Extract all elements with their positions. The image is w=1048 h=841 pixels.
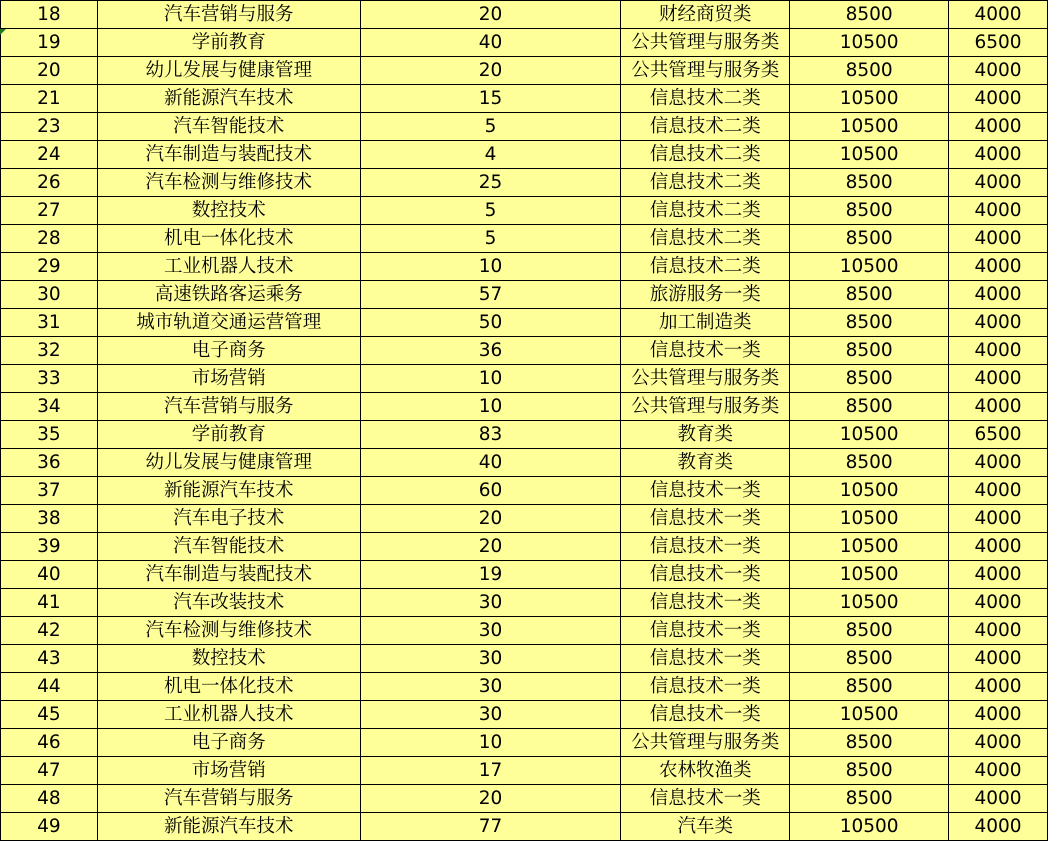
cell-category[interactable]: 信息技术一类 <box>621 617 790 645</box>
cell-row-number[interactable]: 26 <box>1 169 98 197</box>
cell-fee-1[interactable]: 8500 <box>790 673 949 701</box>
cell-row-number[interactable]: 46 <box>1 729 98 757</box>
cell-fee-1[interactable]: 8500 <box>790 309 949 337</box>
cell-fee-2[interactable]: 4000 <box>949 337 1048 365</box>
cell-fee-2[interactable]: 4000 <box>949 1 1048 29</box>
cell-category[interactable]: 信息技术一类 <box>621 645 790 673</box>
cell-row-number[interactable]: 39 <box>1 533 98 561</box>
cell-fee-2[interactable]: 4000 <box>949 813 1048 841</box>
cell-row-number[interactable]: 34 <box>1 393 98 421</box>
cell-plan-count[interactable]: 20 <box>360 533 621 561</box>
cell-major[interactable]: 幼儿发展与健康管理 <box>97 449 360 477</box>
cell-fee-1[interactable]: 8500 <box>790 1 949 29</box>
cell-row-number[interactable]: 27 <box>1 197 98 225</box>
cell-major[interactable]: 汽车智能技术 <box>97 533 360 561</box>
cell-fee-1[interactable]: 8500 <box>790 337 949 365</box>
cell-row-number[interactable]: 33 <box>1 365 98 393</box>
table-row <box>1 617 1048 645</box>
cell-row-number[interactable]: 47 <box>1 757 98 785</box>
cell-fee-1[interactable]: 10500 <box>790 505 949 533</box>
table-row <box>1 785 1048 813</box>
cell-row-number[interactable]: 40 <box>1 561 98 589</box>
cell-plan-count[interactable]: 40 <box>360 449 621 477</box>
cell-row-number[interactable]: 24 <box>1 141 98 169</box>
cell-row-number[interactable]: 35 <box>1 421 98 449</box>
table-row <box>1 673 1048 701</box>
cell-plan-count[interactable]: 10 <box>360 253 621 281</box>
cell-category[interactable]: 公共管理与服务类 <box>621 29 790 57</box>
cell-major[interactable]: 汽车制造与装配技术 <box>97 141 360 169</box>
cell-fee-2[interactable]: 4000 <box>949 281 1048 309</box>
cell-fee-1[interactable]: 8500 <box>790 225 949 253</box>
cell-category[interactable]: 信息技术二类 <box>621 169 790 197</box>
cell-row-number[interactable]: 37 <box>1 477 98 505</box>
cell-fee-2[interactable]: 4000 <box>949 729 1048 757</box>
cell-major[interactable]: 市场营销 <box>97 757 360 785</box>
cell-fee-2[interactable]: 4000 <box>949 197 1048 225</box>
cell-major[interactable]: 汽车制造与装配技术 <box>97 561 360 589</box>
cell-fee-1[interactable]: 8500 <box>790 197 949 225</box>
cell-plan-count[interactable]: 20 <box>360 785 621 813</box>
cell-fee-2[interactable]: 4000 <box>949 561 1048 589</box>
cell-row-number[interactable]: 45 <box>1 701 98 729</box>
table-row <box>1 505 1048 533</box>
cell-plan-count[interactable]: 40 <box>360 29 621 57</box>
table-row <box>1 1 1048 29</box>
cell-major[interactable]: 工业机器人技术 <box>97 701 360 729</box>
cell-fee-1[interactable]: 10500 <box>790 253 949 281</box>
cell-fee-1[interactable]: 8500 <box>790 617 949 645</box>
cell-category[interactable]: 公共管理与服务类 <box>621 729 790 757</box>
table-row <box>1 57 1048 85</box>
cell-row-number[interactable]: 31 <box>1 309 98 337</box>
cell-fee-2[interactable]: 4000 <box>949 393 1048 421</box>
cell-fee-2[interactable]: 6500 <box>949 29 1048 57</box>
table-row <box>1 645 1048 673</box>
cell-category[interactable]: 信息技术二类 <box>621 253 790 281</box>
cell-row-number[interactable]: 18 <box>1 1 98 29</box>
cell-category[interactable]: 公共管理与服务类 <box>621 393 790 421</box>
cell-plan-count[interactable]: 30 <box>360 617 621 645</box>
cell-major[interactable]: 汽车智能技术 <box>97 113 360 141</box>
cell-fee-2[interactable]: 4000 <box>949 365 1048 393</box>
cell-plan-count[interactable]: 10 <box>360 393 621 421</box>
cell-fee-1[interactable]: 10500 <box>790 421 949 449</box>
cell-fee-1[interactable]: 8500 <box>790 281 949 309</box>
cell-fee-2[interactable]: 4000 <box>949 57 1048 85</box>
cell-plan-count[interactable]: 10 <box>360 365 621 393</box>
cell-fee-1[interactable]: 10500 <box>790 533 949 561</box>
cell-fee-2[interactable]: 4000 <box>949 169 1048 197</box>
cell-category[interactable]: 信息技术一类 <box>621 505 790 533</box>
table-row <box>1 477 1048 505</box>
cell-fee-1[interactable]: 10500 <box>790 561 949 589</box>
table-row <box>1 393 1048 421</box>
table-row <box>1 365 1048 393</box>
cell-category[interactable]: 教育类 <box>621 449 790 477</box>
cell-row-number[interactable]: 48 <box>1 785 98 813</box>
cell-category[interactable]: 信息技术一类 <box>621 561 790 589</box>
cell-category[interactable]: 信息技术一类 <box>621 533 790 561</box>
cell-category[interactable]: 信息技术二类 <box>621 197 790 225</box>
cell-plan-count[interactable]: 5 <box>360 225 621 253</box>
cell-plan-count[interactable]: 5 <box>360 113 621 141</box>
cell-major[interactable]: 汽车检测与维修技术 <box>97 617 360 645</box>
cell-fee-2[interactable]: 4000 <box>949 449 1048 477</box>
cell-category[interactable]: 旅游服务一类 <box>621 281 790 309</box>
cell-plan-count[interactable]: 30 <box>360 645 621 673</box>
cell-fee-1[interactable]: 10500 <box>790 813 949 841</box>
cell-fee-2[interactable]: 4000 <box>949 85 1048 113</box>
cell-category[interactable]: 信息技术一类 <box>621 673 790 701</box>
cell-row-number[interactable]: 36 <box>1 449 98 477</box>
table-row <box>1 309 1048 337</box>
cell-row-number[interactable]: 23 <box>1 113 98 141</box>
table-row <box>1 85 1048 113</box>
cell-major[interactable]: 汽车检测与维修技术 <box>97 169 360 197</box>
table-row <box>1 449 1048 477</box>
table-row <box>1 533 1048 561</box>
cell-plan-count[interactable]: 77 <box>360 813 621 841</box>
cell-category[interactable]: 信息技术二类 <box>621 225 790 253</box>
cell-category[interactable]: 信息技术一类 <box>621 701 790 729</box>
cell-fee-1[interactable]: 8500 <box>790 169 949 197</box>
cell-row-number[interactable]: 38 <box>1 505 98 533</box>
cell-category[interactable]: 农林牧渔类 <box>621 757 790 785</box>
cell-row-number[interactable]: 28 <box>1 225 98 253</box>
cell-fee-1[interactable]: 10500 <box>790 113 949 141</box>
cell-fee-1[interactable]: 10500 <box>790 477 949 505</box>
sheet-body <box>1 1 1048 841</box>
table-row <box>1 337 1048 365</box>
cell-fee-2[interactable]: 4000 <box>949 673 1048 701</box>
cell-fee-1[interactable]: 8500 <box>790 449 949 477</box>
table-row <box>1 197 1048 225</box>
cell-fee-1[interactable]: 8500 <box>790 57 949 85</box>
cell-major[interactable]: 汽车改装技术 <box>97 589 360 617</box>
table-row <box>1 281 1048 309</box>
cell-category[interactable]: 汽车类 <box>621 813 790 841</box>
cell-plan-count[interactable]: 15 <box>360 85 621 113</box>
cell-fee-2[interactable]: 4000 <box>949 113 1048 141</box>
cell-major[interactable]: 新能源汽车技术 <box>97 477 360 505</box>
cell-row-number[interactable]: 42 <box>1 617 98 645</box>
cell-plan-count[interactable]: 83 <box>360 421 621 449</box>
cell-row-number[interactable]: 29 <box>1 253 98 281</box>
cell-fee-1[interactable]: 10500 <box>790 701 949 729</box>
cell-plan-count[interactable]: 20 <box>360 505 621 533</box>
cell-plan-count[interactable]: 20 <box>360 57 621 85</box>
cell-fee-2[interactable]: 4000 <box>949 505 1048 533</box>
cell-major[interactable]: 市场营销 <box>97 365 360 393</box>
table-row <box>1 169 1048 197</box>
cell-category[interactable]: 教育类 <box>621 421 790 449</box>
cell-row-number[interactable]: 32 <box>1 337 98 365</box>
cell-category[interactable]: 信息技术一类 <box>621 785 790 813</box>
cell-major[interactable]: 学前教育 <box>97 29 360 57</box>
cell-fee-1[interactable]: 8500 <box>790 785 949 813</box>
cell-category[interactable]: 信息技术一类 <box>621 477 790 505</box>
cell-major[interactable]: 工业机器人技术 <box>97 253 360 281</box>
cell-plan-count[interactable]: 25 <box>360 169 621 197</box>
cell-plan-count[interactable]: 30 <box>360 589 621 617</box>
cell-major[interactable]: 新能源汽车技术 <box>97 85 360 113</box>
cell-row-number[interactable]: 19 <box>1 29 98 57</box>
cell-fee-2[interactable]: 4000 <box>949 645 1048 673</box>
cell-fee-2[interactable]: 4000 <box>949 253 1048 281</box>
cell-category[interactable]: 信息技术一类 <box>621 337 790 365</box>
cell-major[interactable]: 机电一体化技术 <box>97 673 360 701</box>
cell-major[interactable]: 电子商务 <box>97 337 360 365</box>
table-row <box>1 421 1048 449</box>
table-row <box>1 561 1048 589</box>
cell-fee-1[interactable]: 8500 <box>790 645 949 673</box>
table-row <box>1 589 1048 617</box>
cell-fee-1[interactable]: 10500 <box>790 589 949 617</box>
cell-category[interactable]: 公共管理与服务类 <box>621 365 790 393</box>
cell-plan-count[interactable]: 19 <box>360 561 621 589</box>
table-row <box>1 225 1048 253</box>
cell-plan-count[interactable]: 17 <box>360 757 621 785</box>
cell-fee-2[interactable]: 4000 <box>949 701 1048 729</box>
cell-major[interactable]: 幼儿发展与健康管理 <box>97 57 360 85</box>
table-row <box>1 253 1048 281</box>
cell-plan-count[interactable]: 20 <box>360 1 621 29</box>
cell-fee-2[interactable]: 4000 <box>949 617 1048 645</box>
cell-major[interactable]: 汽车电子技术 <box>97 505 360 533</box>
cell-plan-count[interactable]: 30 <box>360 701 621 729</box>
cell-fee-1[interactable]: 8500 <box>790 757 949 785</box>
table-row <box>1 113 1048 141</box>
cell-major[interactable]: 数控技术 <box>97 645 360 673</box>
table-row <box>1 729 1048 757</box>
table-row <box>1 29 1048 57</box>
cell-fee-2[interactable]: 6500 <box>949 421 1048 449</box>
cell-plan-count[interactable]: 5 <box>360 197 621 225</box>
cell-major[interactable]: 汽车营销与服务 <box>97 785 360 813</box>
cell-major[interactable]: 新能源汽车技术 <box>97 813 360 841</box>
cell-fee-2[interactable]: 4000 <box>949 309 1048 337</box>
table-row <box>1 701 1048 729</box>
cell-category[interactable]: 信息技术一类 <box>621 589 790 617</box>
cell-fee-1[interactable]: 10500 <box>790 85 949 113</box>
cell-fee-1[interactable]: 8500 <box>790 393 949 421</box>
cell-fee-2[interactable]: 4000 <box>949 533 1048 561</box>
cell-fee-1[interactable]: 10500 <box>790 29 949 57</box>
table-row <box>1 757 1048 785</box>
cell-fee-2[interactable]: 4000 <box>949 225 1048 253</box>
cell-row-number[interactable]: 43 <box>1 645 98 673</box>
cell-fee-2[interactable]: 4000 <box>949 141 1048 169</box>
cell-note-marker <box>0 29 6 35</box>
cell-major[interactable]: 汽车营销与服务 <box>97 1 360 29</box>
cell-fee-2[interactable]: 4000 <box>949 785 1048 813</box>
cell-category[interactable]: 财经商贸类 <box>621 1 790 29</box>
cell-plan-count[interactable]: 30 <box>360 673 621 701</box>
table-row <box>1 813 1048 841</box>
cell-plan-count[interactable]: 10 <box>360 729 621 757</box>
cell-category[interactable]: 公共管理与服务类 <box>621 57 790 85</box>
cell-category[interactable]: 信息技术二类 <box>621 113 790 141</box>
table-row <box>1 141 1048 169</box>
cell-plan-count[interactable]: 60 <box>360 477 621 505</box>
cell-fee-2[interactable]: 4000 <box>949 589 1048 617</box>
cell-major[interactable]: 电子商务 <box>97 729 360 757</box>
cell-major[interactable]: 高速铁路客运乘务 <box>97 281 360 309</box>
cell-category[interactable]: 加工制造类 <box>621 309 790 337</box>
cell-major[interactable]: 数控技术 <box>97 197 360 225</box>
cell-major[interactable]: 汽车营销与服务 <box>97 393 360 421</box>
cell-fee-1[interactable]: 8500 <box>790 365 949 393</box>
cell-major[interactable]: 机电一体化技术 <box>97 225 360 253</box>
cell-category[interactable]: 信息技术二类 <box>621 141 790 169</box>
cell-fee-2[interactable]: 4000 <box>949 757 1048 785</box>
cell-row-number[interactable]: 49 <box>1 813 98 841</box>
cell-row-number[interactable]: 44 <box>1 673 98 701</box>
cell-plan-count[interactable]: 57 <box>360 281 621 309</box>
cell-row-number[interactable]: 30 <box>1 281 98 309</box>
cell-fee-2[interactable]: 4000 <box>949 477 1048 505</box>
cell-fee-1[interactable]: 8500 <box>790 729 949 757</box>
cell-row-number[interactable]: 21 <box>1 85 98 113</box>
cell-row-number[interactable]: 20 <box>1 57 98 85</box>
cell-category[interactable]: 信息技术二类 <box>621 85 790 113</box>
cell-fee-1[interactable]: 10500 <box>790 141 949 169</box>
cell-plan-count[interactable]: 50 <box>360 309 621 337</box>
cell-major[interactable]: 城市轨道交通运营管理 <box>97 309 360 337</box>
cell-major[interactable]: 学前教育 <box>97 421 360 449</box>
cell-plan-count[interactable]: 4 <box>360 141 621 169</box>
cell-plan-count[interactable]: 36 <box>360 337 621 365</box>
cell-row-number[interactable]: 41 <box>1 589 98 617</box>
